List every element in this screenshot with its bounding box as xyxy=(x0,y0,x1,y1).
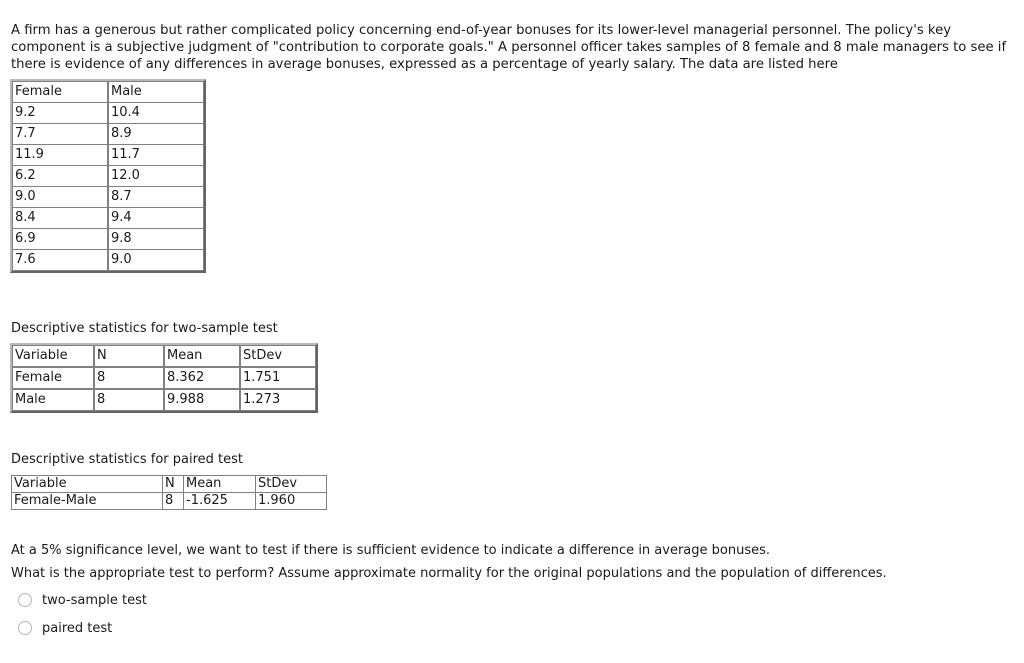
stdev-cell: 1.273 xyxy=(240,389,316,411)
option-paired-test[interactable] xyxy=(18,619,112,637)
table-row xyxy=(12,187,204,208)
female-value: 6.2 xyxy=(12,166,108,187)
female-value: 7.6 xyxy=(12,250,108,271)
female-value: 7.7 xyxy=(12,124,108,145)
question-context: At a 5% significance level, we want to test if there is sufficient evidence to indicate a difference in average bonuses. xyxy=(11,543,771,558)
column-header-variable: Variable xyxy=(12,476,163,493)
table-row xyxy=(12,389,316,411)
variable-cell: Male xyxy=(12,389,94,411)
column-header-mean: Mean xyxy=(184,476,256,493)
n-cell: 8 xyxy=(94,389,164,411)
column-header-female: Female xyxy=(12,81,108,103)
two-sample-stats-table xyxy=(10,343,318,413)
column-header-variable: Variable xyxy=(12,345,94,367)
column-header-stdev: StDev xyxy=(256,476,327,493)
male-value: 12.0 xyxy=(108,166,204,187)
stdev-cell: 1.751 xyxy=(240,367,316,389)
n-cell: 8 xyxy=(163,493,184,510)
column-header-n: N xyxy=(94,345,164,367)
male-value: 9.8 xyxy=(108,229,204,250)
two-sample-caption: Descriptive statistics for two-sample test xyxy=(11,321,278,336)
table-header-row xyxy=(12,81,204,103)
table-row xyxy=(12,145,204,166)
male-value: 9.0 xyxy=(108,250,204,271)
table-row xyxy=(12,103,204,124)
table-header-row xyxy=(12,476,327,493)
column-header-stdev: StDev xyxy=(240,345,316,367)
paired-stats-table xyxy=(11,475,327,510)
female-value: 6.9 xyxy=(12,229,108,250)
male-value: 9.4 xyxy=(108,208,204,229)
male-value: 10.4 xyxy=(108,103,204,124)
male-value: 8.9 xyxy=(108,124,204,145)
stdev-cell: 1.960 xyxy=(256,493,327,510)
table-row xyxy=(12,166,204,187)
column-header-n: N xyxy=(163,476,184,493)
female-value: 9.0 xyxy=(12,187,108,208)
table-header-row xyxy=(12,345,316,367)
radio-button[interactable] xyxy=(18,621,32,635)
female-value: 8.4 xyxy=(12,208,108,229)
variable-cell: Female-Male xyxy=(12,493,163,510)
n-cell: 8 xyxy=(94,367,164,389)
radio-button[interactable] xyxy=(18,593,32,607)
table-row xyxy=(12,250,204,271)
problem-statement: A firm has a generous but rather complicated policy concerning end-of-year bonuses for its lower-level managerial personnel. The policy's key component is a subjective judgment of "contribution to corporate goals." A personnel officer takes samples of 8 female and 8 male managers to see if there is evidence of any differences in average bonuses, expressed as a percentage of yearly salary. The data are listed here xyxy=(11,23,1007,72)
male-value: 11.7 xyxy=(108,145,204,166)
mean-cell: -1.625 xyxy=(184,493,256,510)
paired-caption: Descriptive statistics for paired test xyxy=(11,452,243,467)
option-label: two-sample test xyxy=(42,592,147,608)
variable-cell: Female xyxy=(12,367,94,389)
option-two-sample-test[interactable] xyxy=(18,591,147,609)
column-header-mean: Mean xyxy=(164,345,240,367)
female-value: 9.2 xyxy=(12,103,108,124)
table-row xyxy=(12,124,204,145)
table-row xyxy=(12,208,204,229)
mean-cell: 8.362 xyxy=(164,367,240,389)
table-row xyxy=(12,367,316,389)
female-value: 11.9 xyxy=(12,145,108,166)
mean-cell: 9.988 xyxy=(164,389,240,411)
question-prompt: What is the appropriate test to perform? Assume approximate normality for the original populations and the population of differences. xyxy=(11,566,887,581)
male-value: 8.7 xyxy=(108,187,204,208)
bonus-data-table xyxy=(10,79,206,273)
option-label: paired test xyxy=(42,620,113,636)
column-header-male: Male xyxy=(108,81,204,103)
table-row xyxy=(12,229,204,250)
table-row xyxy=(12,493,327,510)
